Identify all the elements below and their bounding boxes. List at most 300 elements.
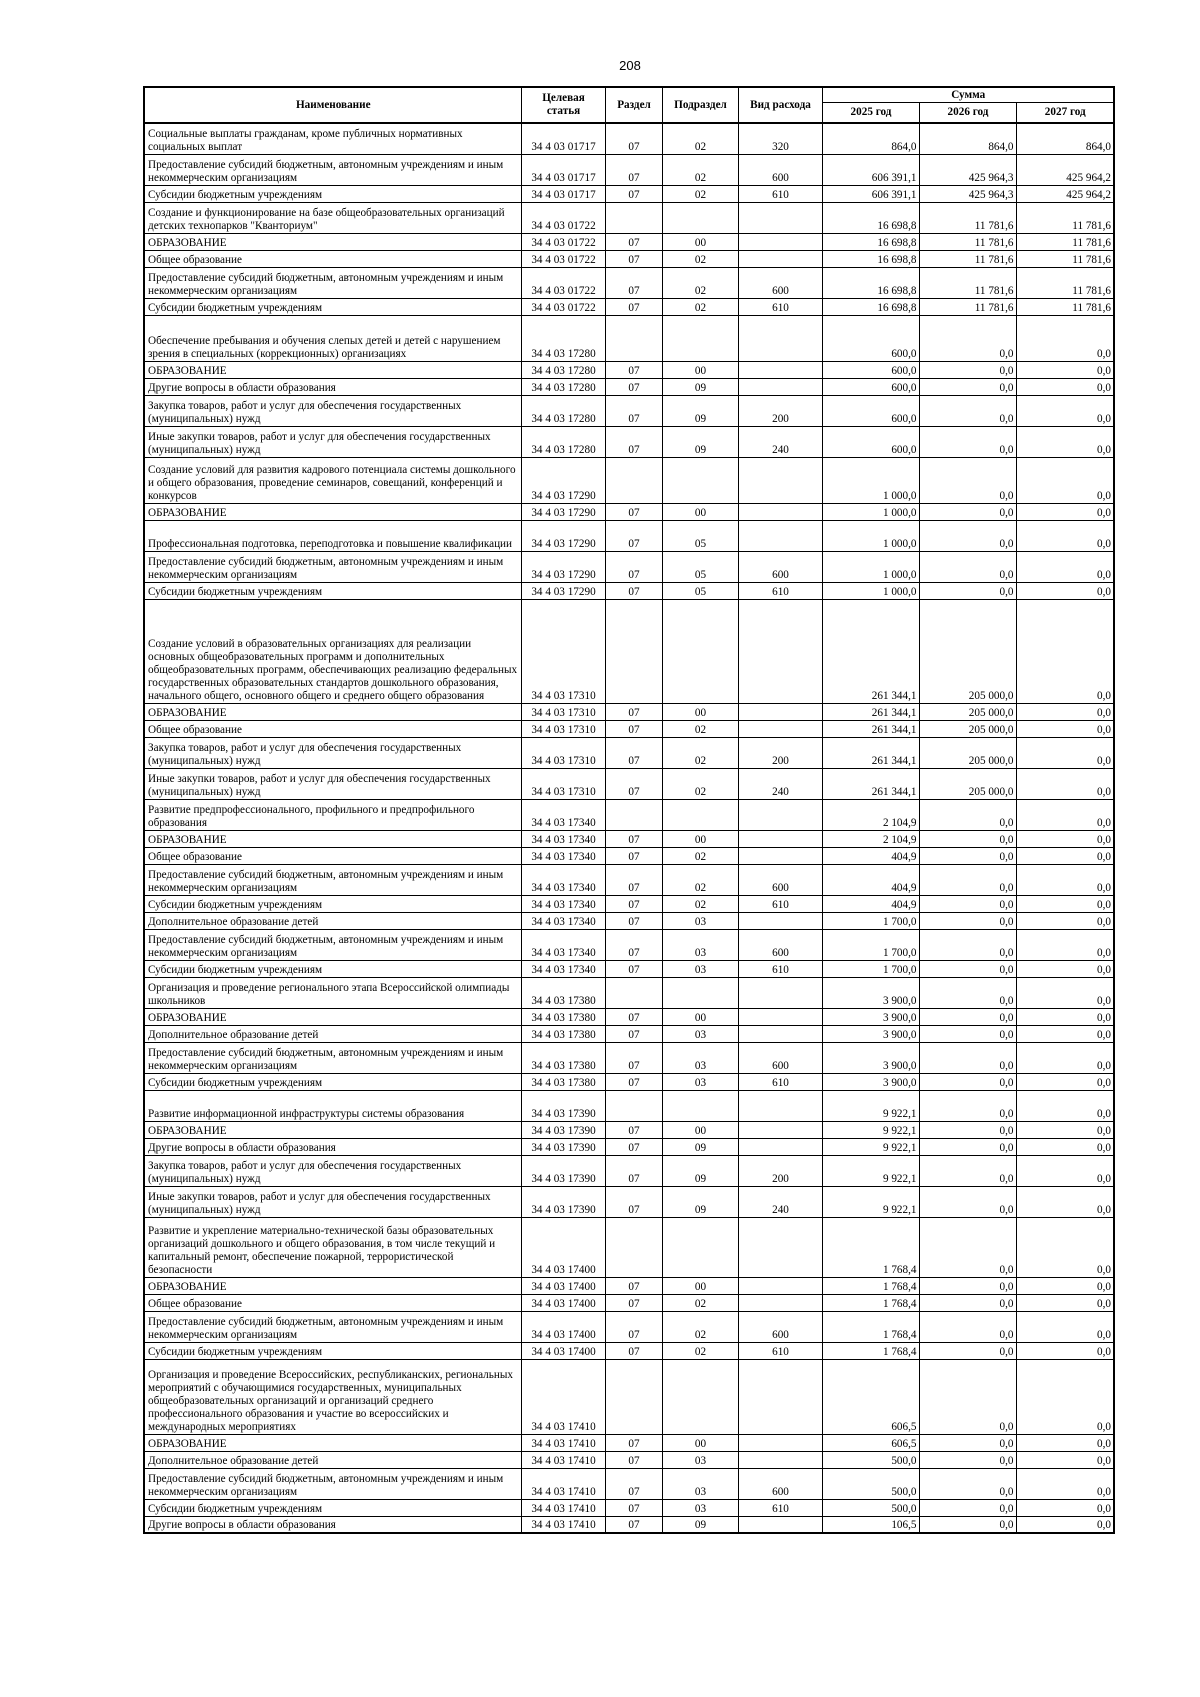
header-sum: Сумма [822, 87, 1114, 103]
row-subsection: 02 [662, 1311, 738, 1342]
row-target: 34 4 03 17400 [521, 1294, 605, 1311]
row-expense-type [738, 1138, 822, 1155]
row-sum-2026: 0,0 [919, 1073, 1016, 1090]
row-section: 07 [605, 551, 662, 582]
row-subsection: 09 [662, 378, 738, 395]
table-row [144, 830, 1114, 847]
row-expense-type: 600 [738, 551, 822, 582]
row-target: 34 4 03 17310 [521, 599, 605, 703]
row-sum-2025: 3 900,0 [822, 977, 919, 1008]
row-sum-2026: 0,0 [919, 1138, 1016, 1155]
row-sum-2026: 0,0 [919, 864, 1016, 895]
row-name: ОБРАЗОВАНИЕ [144, 361, 521, 378]
header-subsection: Подраздел [662, 87, 738, 123]
row-sum-2027: 0,0 [1016, 1217, 1114, 1277]
row-section: 07 [605, 1311, 662, 1342]
row-target: 34 4 03 17380 [521, 1073, 605, 1090]
row-expense-type [738, 703, 822, 720]
row-name: Субсидии бюджетным учреждениям [144, 582, 521, 599]
row-section: 07 [605, 1342, 662, 1359]
row-expense-type [738, 1090, 822, 1121]
table-row [144, 1342, 1114, 1359]
row-sum-2027: 0,0 [1016, 1434, 1114, 1451]
row-sum-2026: 205 000,0 [919, 737, 1016, 768]
row-name: Создание условий в образовательных организациях для реализации основных общеобразовательных программ и дополнительных общеобразовательных программ, обеспечивающих реализацию федеральных государственных образовательных стандартов дошкольного образования, начального общего, основного общего и среднего общего образования [144, 599, 521, 703]
table-row [144, 551, 1114, 582]
table-row [144, 1468, 1114, 1499]
row-name: ОБРАЗОВАНИЕ [144, 503, 521, 520]
row-sum-2027: 0,0 [1016, 520, 1114, 551]
row-target: 34 4 03 17290 [521, 520, 605, 551]
row-sum-2027: 0,0 [1016, 1138, 1114, 1155]
row-section: 07 [605, 737, 662, 768]
row-expense-type: 200 [738, 395, 822, 426]
row-target: 34 4 03 17340 [521, 847, 605, 864]
row-target: 34 4 03 17340 [521, 912, 605, 929]
row-sum-2026: 205 000,0 [919, 768, 1016, 799]
table-row [144, 1121, 1114, 1138]
row-target: 34 4 03 17340 [521, 864, 605, 895]
row-sum-2026: 205 000,0 [919, 599, 1016, 703]
row-sum-2026: 0,0 [919, 929, 1016, 960]
row-sum-2026: 0,0 [919, 895, 1016, 912]
row-name: Общее образование [144, 720, 521, 737]
row-sum-2027: 0,0 [1016, 1121, 1114, 1138]
row-subsection [662, 799, 738, 830]
row-section: 07 [605, 361, 662, 378]
row-sum-2026: 864,0 [919, 123, 1016, 154]
row-sum-2026: 0,0 [919, 1359, 1016, 1434]
row-target: 34 4 03 17390 [521, 1138, 605, 1155]
table-row [144, 737, 1114, 768]
row-target: 34 4 03 17340 [521, 960, 605, 977]
table-row [144, 233, 1114, 250]
row-target: 34 4 03 17400 [521, 1342, 605, 1359]
row-sum-2026: 0,0 [919, 457, 1016, 503]
row-sum-2026: 0,0 [919, 582, 1016, 599]
row-section: 07 [605, 847, 662, 864]
row-expense-type [738, 847, 822, 864]
row-sum-2027: 0,0 [1016, 1359, 1114, 1434]
row-subsection: 09 [662, 426, 738, 457]
row-expense-type: 610 [738, 185, 822, 202]
row-target: 34 4 03 17290 [521, 582, 605, 599]
row-sum-2026: 0,0 [919, 912, 1016, 929]
row-expense-type [738, 520, 822, 551]
row-sum-2027: 0,0 [1016, 426, 1114, 457]
row-subsection [662, 457, 738, 503]
row-sum-2026: 0,0 [919, 378, 1016, 395]
row-expense-type [738, 361, 822, 378]
row-sum-2027: 0,0 [1016, 1008, 1114, 1025]
row-name: Предоставление субсидий бюджетным, автономным учреждениям и иным некоммерческим организациям [144, 1042, 521, 1073]
row-expense-type: 610 [738, 298, 822, 315]
row-sum-2025: 9 922,1 [822, 1121, 919, 1138]
row-name: Иные закупки товаров, работ и услуг для обеспечения государственных (муниципальных) нужд [144, 768, 521, 799]
row-subsection: 00 [662, 703, 738, 720]
row-sum-2027: 0,0 [1016, 582, 1114, 599]
row-target: 34 4 03 17410 [521, 1434, 605, 1451]
row-name: Субсидии бюджетным учреждениям [144, 960, 521, 977]
row-target: 34 4 03 17280 [521, 361, 605, 378]
row-sum-2027: 864,0 [1016, 123, 1114, 154]
table-row [144, 1138, 1114, 1155]
row-subsection: 02 [662, 123, 738, 154]
table-row [144, 1008, 1114, 1025]
row-name: Предоставление субсидий бюджетным, автономным учреждениям и иным некоммерческим организациям [144, 929, 521, 960]
row-section: 07 [605, 1516, 662, 1533]
row-target: 34 4 03 17380 [521, 977, 605, 1008]
row-sum-2026: 11 781,6 [919, 298, 1016, 315]
row-subsection: 00 [662, 1277, 738, 1294]
row-name: Закупка товаров, работ и услуг для обеспечения государственных (муниципальных) нужд [144, 737, 521, 768]
row-sum-2027: 11 781,6 [1016, 250, 1114, 267]
row-sum-2025: 3 900,0 [822, 1025, 919, 1042]
row-section: 07 [605, 1073, 662, 1090]
row-subsection: 03 [662, 1042, 738, 1073]
row-section: 07 [605, 1468, 662, 1499]
row-subsection: 05 [662, 551, 738, 582]
row-sum-2027: 11 781,6 [1016, 298, 1114, 315]
row-subsection: 02 [662, 1294, 738, 1311]
row-sum-2025: 3 900,0 [822, 1073, 919, 1090]
row-sum-2025: 3 900,0 [822, 1042, 919, 1073]
row-sum-2027: 0,0 [1016, 737, 1114, 768]
row-sum-2026: 0,0 [919, 503, 1016, 520]
row-expense-type: 610 [738, 1342, 822, 1359]
table-row [144, 361, 1114, 378]
row-section: 07 [605, 378, 662, 395]
row-expense-type [738, 1277, 822, 1294]
row-target: 34 4 03 01717 [521, 123, 605, 154]
row-expense-type [738, 912, 822, 929]
row-section: 07 [605, 895, 662, 912]
row-section: 07 [605, 250, 662, 267]
header-expense-type: Вид расхода [738, 87, 822, 123]
row-sum-2026: 0,0 [919, 1342, 1016, 1359]
row-target: 34 4 03 01722 [521, 298, 605, 315]
row-section: 07 [605, 1186, 662, 1217]
row-name: Дополнительное образование детей [144, 1451, 521, 1468]
row-sum-2025: 1 000,0 [822, 503, 919, 520]
row-sum-2026: 0,0 [919, 1499, 1016, 1516]
row-sum-2026: 0,0 [919, 426, 1016, 457]
table-row [144, 154, 1114, 185]
row-section: 07 [605, 1121, 662, 1138]
row-section [605, 315, 662, 361]
row-subsection [662, 1217, 738, 1277]
row-subsection: 00 [662, 503, 738, 520]
row-sum-2027: 11 781,6 [1016, 202, 1114, 233]
row-sum-2025: 1 000,0 [822, 457, 919, 503]
row-section [605, 1359, 662, 1434]
table-row [144, 1155, 1114, 1186]
row-sum-2027: 0,0 [1016, 1499, 1114, 1516]
table-row [144, 1294, 1114, 1311]
table-row [144, 1516, 1114, 1533]
row-name: Предоставление субсидий бюджетным, автономным учреждениям и иным некоммерческим организациям [144, 551, 521, 582]
row-sum-2027: 0,0 [1016, 1090, 1114, 1121]
table-row [144, 960, 1114, 977]
row-name: Субсидии бюджетным учреждениям [144, 298, 521, 315]
row-expense-type [738, 720, 822, 737]
row-section [605, 977, 662, 1008]
header-2026: 2026 год [919, 103, 1016, 124]
table-row [144, 1090, 1114, 1121]
row-name: ОБРАЗОВАНИЕ [144, 703, 521, 720]
row-sum-2026: 0,0 [919, 1155, 1016, 1186]
row-name: Общее образование [144, 1294, 521, 1311]
row-sum-2027: 0,0 [1016, 703, 1114, 720]
row-sum-2027: 0,0 [1016, 1042, 1114, 1073]
row-section: 07 [605, 1138, 662, 1155]
row-subsection: 00 [662, 233, 738, 250]
row-sum-2025: 864,0 [822, 123, 919, 154]
row-expense-type [738, 233, 822, 250]
row-target: 34 4 03 17410 [521, 1516, 605, 1533]
row-target: 34 4 03 17400 [521, 1311, 605, 1342]
row-sum-2026: 0,0 [919, 847, 1016, 864]
row-expense-type: 320 [738, 123, 822, 154]
row-section: 07 [605, 768, 662, 799]
row-name: Закупка товаров, работ и услуг для обеспечения государственных (муниципальных) нужд [144, 395, 521, 426]
row-sum-2025: 500,0 [822, 1499, 919, 1516]
row-expense-type: 610 [738, 582, 822, 599]
row-sum-2025: 500,0 [822, 1451, 919, 1468]
row-sum-2025: 16 698,8 [822, 233, 919, 250]
row-sum-2025: 600,0 [822, 378, 919, 395]
row-name: Профессиональная подготовка, переподготовка и повышение квалификации [144, 520, 521, 551]
row-sum-2026: 0,0 [919, 1434, 1016, 1451]
row-name: ОБРАЗОВАНИЕ [144, 1121, 521, 1138]
row-sum-2025: 9 922,1 [822, 1186, 919, 1217]
row-sum-2025: 9 922,1 [822, 1138, 919, 1155]
row-expense-type [738, 250, 822, 267]
row-name: Дополнительное образование детей [144, 1025, 521, 1042]
row-subsection: 02 [662, 185, 738, 202]
row-name: Дополнительное образование детей [144, 912, 521, 929]
table-row [144, 895, 1114, 912]
row-sum-2025: 1 000,0 [822, 520, 919, 551]
table-row [144, 582, 1114, 599]
row-sum-2027: 0,0 [1016, 1073, 1114, 1090]
row-subsection: 00 [662, 1008, 738, 1025]
row-expense-type: 240 [738, 1186, 822, 1217]
table-row [144, 599, 1114, 703]
row-sum-2025: 1 700,0 [822, 960, 919, 977]
row-subsection: 09 [662, 1186, 738, 1217]
row-sum-2026: 0,0 [919, 361, 1016, 378]
row-expense-type [738, 1451, 822, 1468]
row-target: 34 4 03 17410 [521, 1499, 605, 1516]
row-expense-type [738, 1516, 822, 1533]
row-target: 34 4 03 01722 [521, 267, 605, 298]
row-section: 07 [605, 1294, 662, 1311]
row-sum-2027: 425 964,2 [1016, 154, 1114, 185]
row-section [605, 1217, 662, 1277]
row-sum-2026: 0,0 [919, 1468, 1016, 1499]
row-sum-2026: 0,0 [919, 395, 1016, 426]
row-expense-type: 600 [738, 929, 822, 960]
row-target: 34 4 03 17310 [521, 737, 605, 768]
row-section: 07 [605, 960, 662, 977]
table-row [144, 503, 1114, 520]
row-subsection [662, 1090, 738, 1121]
row-sum-2025: 1 000,0 [822, 582, 919, 599]
row-expense-type: 600 [738, 267, 822, 298]
row-sum-2026: 0,0 [919, 960, 1016, 977]
table-row [144, 1499, 1114, 1516]
row-expense-type [738, 378, 822, 395]
row-expense-type [738, 457, 822, 503]
table-row [144, 520, 1114, 551]
row-subsection: 09 [662, 395, 738, 426]
row-name: Субсидии бюджетным учреждениям [144, 1073, 521, 1090]
row-sum-2026: 0,0 [919, 1121, 1016, 1138]
row-expense-type [738, 1025, 822, 1042]
row-target: 34 4 03 17280 [521, 395, 605, 426]
row-sum-2025: 261 344,1 [822, 599, 919, 703]
row-section: 07 [605, 123, 662, 154]
row-sum-2026: 11 781,6 [919, 250, 1016, 267]
row-expense-type: 610 [738, 1073, 822, 1090]
row-sum-2026: 0,0 [919, 799, 1016, 830]
row-section [605, 1090, 662, 1121]
row-sum-2026: 0,0 [919, 1042, 1016, 1073]
row-sum-2026: 0,0 [919, 1217, 1016, 1277]
row-name: Общее образование [144, 847, 521, 864]
table-row [144, 1434, 1114, 1451]
row-sum-2025: 2 104,9 [822, 799, 919, 830]
row-name: Субсидии бюджетным учреждениям [144, 1499, 521, 1516]
row-sum-2025: 1 768,4 [822, 1342, 919, 1359]
row-section: 07 [605, 720, 662, 737]
row-target: 34 4 03 17380 [521, 1008, 605, 1025]
row-sum-2026: 0,0 [919, 1186, 1016, 1217]
header-2027: 2027 год [1016, 103, 1114, 124]
row-sum-2025: 16 698,8 [822, 250, 919, 267]
row-section: 07 [605, 154, 662, 185]
table-row [144, 977, 1114, 1008]
row-sum-2026: 0,0 [919, 1451, 1016, 1468]
row-section: 07 [605, 1434, 662, 1451]
row-section [605, 799, 662, 830]
row-sum-2025: 404,9 [822, 864, 919, 895]
row-section: 07 [605, 830, 662, 847]
row-sum-2027: 0,0 [1016, 1342, 1114, 1359]
row-expense-type [738, 1008, 822, 1025]
row-subsection [662, 599, 738, 703]
row-subsection: 03 [662, 1451, 738, 1468]
row-name: Развитие информационной инфраструктуры системы образования [144, 1090, 521, 1121]
row-section: 07 [605, 185, 662, 202]
row-target: 34 4 03 17340 [521, 929, 605, 960]
row-target: 34 4 03 17390 [521, 1090, 605, 1121]
row-subsection: 03 [662, 912, 738, 929]
row-target: 34 4 03 17310 [521, 768, 605, 799]
row-target: 34 4 03 17400 [521, 1217, 605, 1277]
table-row [144, 1042, 1114, 1073]
row-expense-type [738, 799, 822, 830]
row-name: Субсидии бюджетным учреждениям [144, 1342, 521, 1359]
row-sum-2025: 404,9 [822, 847, 919, 864]
table-row [144, 864, 1114, 895]
row-sum-2025: 600,0 [822, 315, 919, 361]
row-expense-type: 600 [738, 1468, 822, 1499]
table-row [144, 799, 1114, 830]
row-subsection [662, 977, 738, 1008]
row-sum-2027: 0,0 [1016, 977, 1114, 1008]
row-sum-2027: 0,0 [1016, 768, 1114, 799]
row-target: 34 4 03 17290 [521, 503, 605, 520]
row-expense-type [738, 1294, 822, 1311]
row-subsection: 03 [662, 1499, 738, 1516]
row-sum-2025: 600,0 [822, 426, 919, 457]
row-sum-2025: 1 700,0 [822, 929, 919, 960]
row-sum-2027: 0,0 [1016, 1155, 1114, 1186]
row-sum-2025: 261 344,1 [822, 720, 919, 737]
row-sum-2027: 0,0 [1016, 1516, 1114, 1533]
row-sum-2026: 11 781,6 [919, 267, 1016, 298]
row-name: Субсидии бюджетным учреждениям [144, 895, 521, 912]
row-sum-2025: 106,5 [822, 1516, 919, 1533]
row-sum-2025: 261 344,1 [822, 737, 919, 768]
row-sum-2026: 0,0 [919, 977, 1016, 1008]
row-name: Иные закупки товаров, работ и услуг для обеспечения государственных (муниципальных) нужд [144, 1186, 521, 1217]
row-expense-type [738, 1434, 822, 1451]
row-expense-type: 610 [738, 895, 822, 912]
row-name: Создание условий для развития кадрового потенциала системы дошкольного и общего образования, проведение семинаров, совещаний, конференций и конкурсов [144, 457, 521, 503]
row-expense-type: 600 [738, 864, 822, 895]
row-sum-2027: 0,0 [1016, 503, 1114, 520]
table-row [144, 298, 1114, 315]
row-sum-2027: 0,0 [1016, 720, 1114, 737]
row-sum-2025: 500,0 [822, 1468, 919, 1499]
row-sum-2025: 9 922,1 [822, 1155, 919, 1186]
row-expense-type: 200 [738, 737, 822, 768]
row-sum-2025: 606,5 [822, 1359, 919, 1434]
table-header [144, 87, 1114, 123]
row-sum-2027: 0,0 [1016, 361, 1114, 378]
row-sum-2027: 11 781,6 [1016, 267, 1114, 298]
row-sum-2026: 0,0 [919, 520, 1016, 551]
row-target: 34 4 03 17380 [521, 1042, 605, 1073]
row-sum-2026: 425 964,3 [919, 185, 1016, 202]
row-target: 34 4 03 01717 [521, 154, 605, 185]
row-name: Предоставление субсидий бюджетным, автономным учреждениям и иным некоммерческим организациям [144, 1468, 521, 1499]
row-section: 07 [605, 1155, 662, 1186]
row-sum-2026: 0,0 [919, 1277, 1016, 1294]
row-sum-2025: 1 768,4 [822, 1311, 919, 1342]
row-name: Закупка товаров, работ и услуг для обеспечения государственных (муниципальных) нужд [144, 1155, 521, 1186]
row-subsection: 09 [662, 1138, 738, 1155]
row-subsection: 02 [662, 250, 738, 267]
row-sum-2027: 0,0 [1016, 1451, 1114, 1468]
row-name: Обеспечение пребывания и обучения слепых детей и детей с нарушением зрения в специальных (коррекционных) организациях [144, 315, 521, 361]
row-subsection: 02 [662, 154, 738, 185]
row-sum-2025: 1 768,4 [822, 1217, 919, 1277]
row-sum-2027: 425 964,2 [1016, 185, 1114, 202]
table-row [144, 1359, 1114, 1434]
row-section: 07 [605, 233, 662, 250]
table-row [144, 426, 1114, 457]
budget-table [143, 86, 1115, 1534]
row-sum-2026: 0,0 [919, 1025, 1016, 1042]
row-name: ОБРАЗОВАНИЕ [144, 1008, 521, 1025]
row-sum-2027: 0,0 [1016, 799, 1114, 830]
row-name: Организация и проведение регионального этапа Всероссийской олимпиады школьников [144, 977, 521, 1008]
row-target: 34 4 03 17290 [521, 551, 605, 582]
